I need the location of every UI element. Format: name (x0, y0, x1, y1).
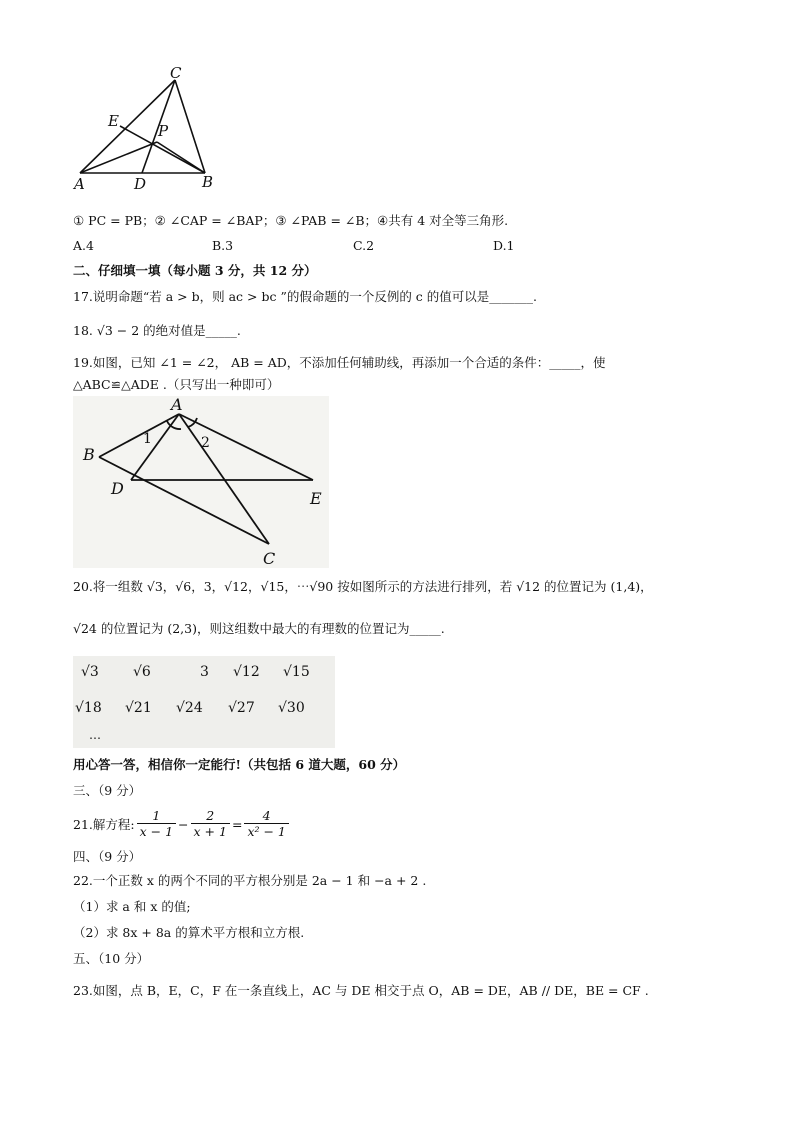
q21-term-2: $\frac{2}{x + 1}$ (191, 809, 230, 839)
q16-option-d: D.1 (493, 238, 515, 253)
angle-2-label: 2 (201, 435, 210, 451)
section-2-heading: 二、仔细填一填（每小题 3 分，共 12 分） (73, 263, 317, 278)
q22-line-1: 22.一个正数 x 的两个不同的平方根分别是 2a − 1 和 −a + 2 . (73, 873, 427, 888)
q16-statements: ① PC = PB；② ∠CAP = ∠BAP；③ ∠PAB = ∠B；④共有 4 对全等三角形. (73, 213, 509, 228)
grid-r2-c3: √24 (176, 700, 203, 716)
q22-line-3: （2）求 8x + 8a 的算术平方根和立方根. (73, 925, 305, 940)
label-c: C (170, 66, 182, 82)
q21-prefix: 21.解方程: (73, 817, 135, 832)
q16-option-c: C.2 (353, 238, 375, 253)
q18-text: 18. √3 − 2 的绝对值是_____. (73, 323, 241, 338)
grid-r1-c5: √15 (283, 664, 310, 680)
q21-term-1: $\frac{1}{x - 1}$ (137, 809, 176, 839)
grid-r2-c1: √18 (75, 700, 102, 716)
label-d: D (111, 479, 124, 498)
q21-minus: − (178, 816, 189, 832)
grid-r1-c1: √3 (81, 664, 99, 680)
section-3-heading: 三、（9 分） (73, 783, 142, 798)
section-intro-heading: 用心答一答，相信你一定能行!（共包括 6 道大题，60 分） (73, 757, 406, 772)
label-b: B (83, 445, 95, 464)
label-a: A (74, 175, 85, 193)
label-d: D (134, 175, 147, 193)
label-c: C (263, 549, 276, 568)
section-4-heading: 四、（9 分） (73, 849, 142, 864)
q16-option-b: B.3 (212, 238, 234, 253)
label-e: E (108, 112, 119, 130)
figure-triangle-abc-1 (70, 66, 230, 194)
q19-line-1: 19.如图，已知 ∠1 = ∠2， AB = AD，不添加任何辅助线，再添加一个合适的条件：_____，使 (73, 355, 606, 370)
grid-r1-c3: 3 (200, 664, 209, 680)
grid-r1-c2: √6 (133, 664, 151, 680)
section-5-heading: 五、（10 分） (73, 951, 150, 966)
label-a: A (171, 396, 183, 414)
label-e: E (310, 489, 322, 508)
grid-ellipsis: … (89, 728, 101, 742)
q16-option-a: A.4 (73, 238, 94, 253)
number-grid (73, 656, 335, 748)
q21-term-3: $\frac{4}{\text{x² − 1}}$ (244, 809, 288, 839)
q22-line-2: （1）求 a 和 x 的值; (73, 899, 191, 914)
figure-triangles-abc-ade (73, 396, 329, 568)
grid-r2-c4: √27 (228, 700, 255, 716)
q21-equals: = (231, 816, 243, 832)
q19-line-2: △ABC≌△ADE .（只写出一种即可） (73, 377, 280, 392)
label-p: P (158, 122, 169, 140)
q21-equation (73, 804, 291, 844)
q23-text: 23.如图，点 B，E，C，F 在一条直线上，AC 与 DE 相交于点 O，AB = DE，AB // DE，BE = CF . (73, 983, 649, 998)
grid-r2-c5: √30 (278, 700, 305, 716)
label-b: B (202, 173, 214, 191)
grid-r2-c2: √21 (125, 700, 152, 716)
q20-line-2: √24 的位置记为 (2,3)，则这组数中最大的有理数的位置记为_____. (73, 621, 445, 636)
q20-line-1: 20.将一组数 √3，√6，3，√12，√15，⋯√90 按如图所示的方法进行排列，若 √12 的位置记为 (1,4)， (73, 579, 653, 594)
grid-r1-c4: √12 (233, 664, 260, 680)
angle-1-label: 1 (143, 431, 152, 447)
q17-text: 17.说明命题“若 a > b，则 ac > bc ”的假命题的一个反例的 c 的值可以是_______. (73, 289, 538, 304)
